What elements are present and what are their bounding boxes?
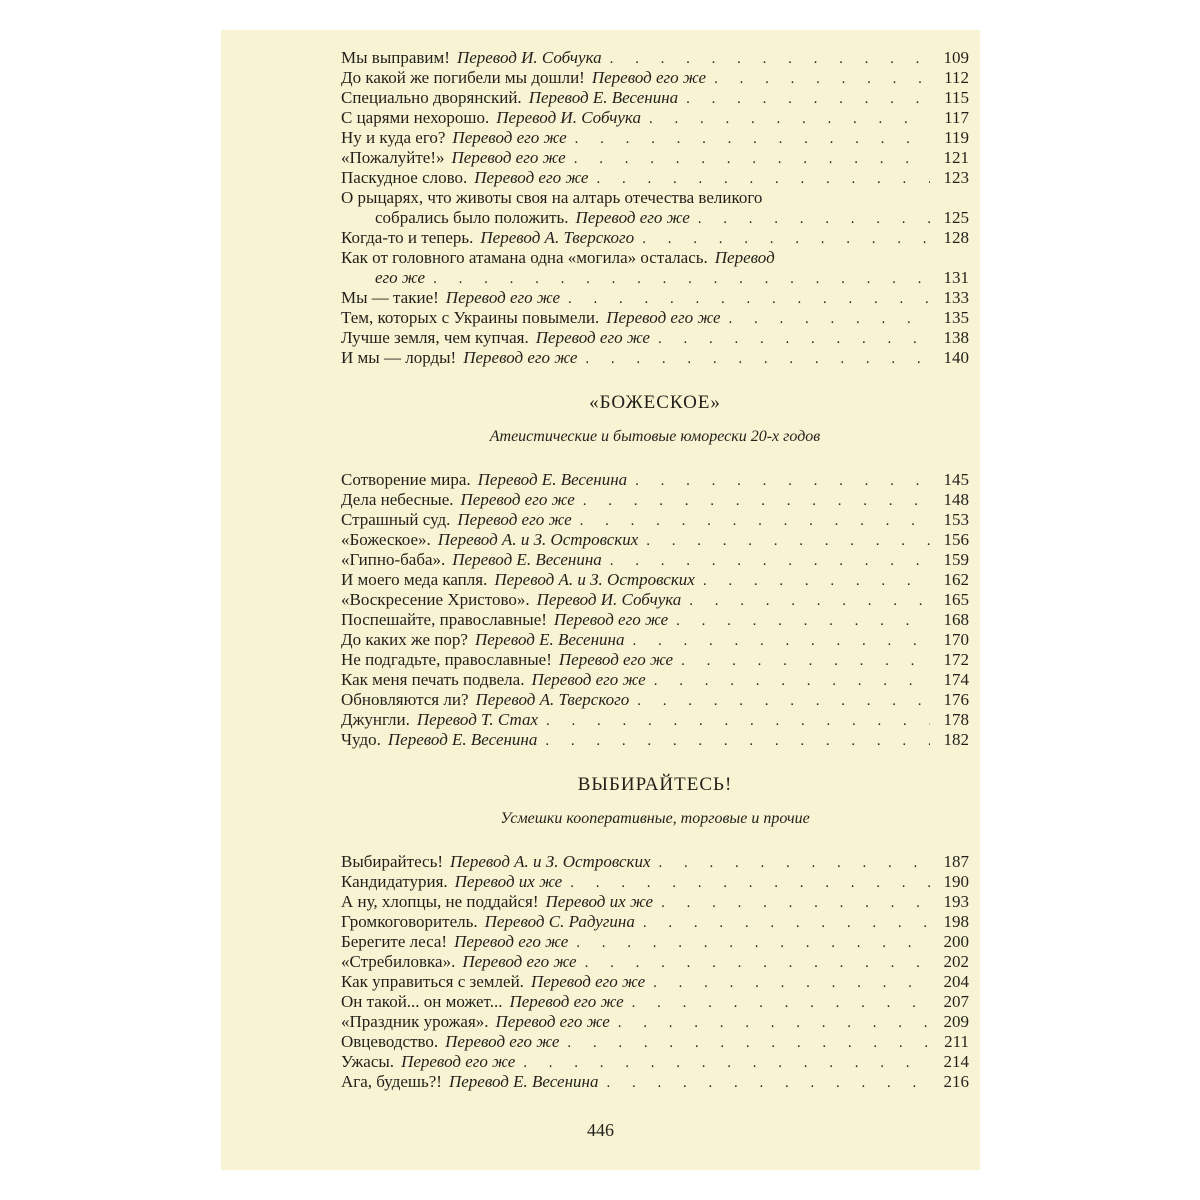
toc-list <box>341 48 969 368</box>
entry-page-number: 165 <box>943 590 969 609</box>
entry-page-number: 119 <box>944 128 969 147</box>
entry-credit: Перевод А. Тверского <box>480 228 635 247</box>
toc-entry <box>341 590 969 610</box>
dot-leader <box>610 49 930 69</box>
toc-entry <box>341 992 969 1012</box>
entry-page-number: 209 <box>943 1012 969 1031</box>
entry-credit: Перевод А. Тверского <box>475 690 630 709</box>
entry-credit: Перевод С. Радугина <box>484 912 635 931</box>
toc-entry <box>341 168 969 188</box>
entry-title: Тем, которых с Украины повымели. <box>341 308 600 327</box>
entry-title: С царями нехорошо. <box>341 108 490 127</box>
toc-entry <box>341 128 969 148</box>
toc-list <box>341 852 969 1092</box>
entry-credit: Перевод его же <box>451 148 566 167</box>
section-heading: «БОЖЕСКОЕ» <box>589 392 721 413</box>
entry-page-number: 123 <box>943 168 969 187</box>
toc-entry <box>341 610 969 630</box>
entry-credit: Перевод его же <box>531 670 646 689</box>
toc-entry <box>341 1072 969 1092</box>
dot-leader <box>567 1033 930 1053</box>
toc-entry <box>341 68 969 88</box>
entry-credit: Перевод его же <box>591 68 707 87</box>
entry-title: Чудо. <box>341 730 381 749</box>
toc-entry <box>341 550 969 570</box>
entry-page-number: 145 <box>943 470 969 489</box>
entry-page-number: 204 <box>943 972 969 991</box>
entry-title: Специально дворянский. <box>341 88 522 107</box>
entry-title: Поспешайте, православные! <box>341 610 547 629</box>
entry-credit: Перевод А. и З. Островских <box>437 530 639 549</box>
dot-leader <box>585 349 930 369</box>
entry-credit: Перевод его же <box>454 932 569 951</box>
toc-entry <box>341 510 969 530</box>
entry-credit: Перевод его же <box>463 348 578 367</box>
entry-page-number: 115 <box>944 88 969 107</box>
toc-entry <box>341 912 969 932</box>
dot-leader <box>676 611 930 631</box>
dot-leader <box>643 913 930 933</box>
toc-entry <box>341 530 969 550</box>
entry-credit: Перевод И. Собчука <box>536 590 682 609</box>
toc-entry <box>341 470 969 490</box>
dot-leader <box>661 893 930 913</box>
entry-title-continued: собрались было положить. <box>375 208 569 227</box>
entry-title: До каких же пор? <box>341 630 468 649</box>
toc-entry <box>341 88 969 108</box>
dot-leader <box>642 229 930 249</box>
toc-entry <box>341 188 969 228</box>
entry-page-number: 202 <box>943 952 969 971</box>
entry-title: Сотворение мира. <box>341 470 471 489</box>
entry-credit: Перевод Е. Весенина <box>477 470 628 489</box>
entry-page-number: 214 <box>943 1052 969 1071</box>
dot-leader <box>646 531 930 551</box>
toc-entry <box>341 710 969 730</box>
toc-entry <box>341 730 969 750</box>
dot-leader <box>649 109 930 129</box>
entry-page-number: 176 <box>943 690 969 709</box>
entry-page-number: 216 <box>943 1072 969 1091</box>
entry-title: Страшный суд. <box>341 510 451 529</box>
entry-page-number: 128 <box>943 228 969 247</box>
entry-page-number: 117 <box>944 108 969 127</box>
dot-leader <box>568 289 930 309</box>
entry-credit: Перевод Е. Весенина <box>528 88 679 107</box>
entry-credit: Перевод его же <box>606 308 721 327</box>
entry-title: Как управиться с землей. <box>341 972 524 991</box>
entry-credit: Перевод Е. Весенина <box>452 550 602 569</box>
entry-title: Джунгли. <box>341 710 410 729</box>
entry-page-number: 182 <box>943 730 969 749</box>
toc-entry <box>341 650 969 670</box>
dot-leader <box>632 993 930 1013</box>
dot-leader <box>698 209 930 229</box>
entry-credit: Перевод его же <box>495 1012 610 1031</box>
toc-entry <box>341 108 969 128</box>
toc-entry <box>341 248 969 288</box>
section-subheading: Усмешки кооперативные, торговые и прочие <box>500 810 810 827</box>
entry-title: И мы — лорды! <box>341 348 457 367</box>
entry-page-number: 109 <box>943 48 969 67</box>
dot-leader <box>703 571 930 591</box>
toc-entry <box>341 490 969 510</box>
entry-credit: Перевод его же <box>445 1032 560 1051</box>
entry-title: Как меня печать подвела. <box>341 670 525 689</box>
entry-title: «Божеское». <box>341 530 431 549</box>
entry-title: «Гипно-баба». <box>341 550 446 569</box>
entry-title: А ну, хлопцы, не поддайся! <box>341 892 539 911</box>
entry-page-number: 211 <box>944 1032 969 1051</box>
dot-leader <box>610 551 930 571</box>
entry-credit: Перевод его же <box>460 490 575 509</box>
dot-leader <box>596 169 930 189</box>
entry-credit: Перевод его же <box>558 650 674 669</box>
entry-page-number: 178 <box>943 710 969 729</box>
entry-credit: Перевод его же <box>452 128 567 147</box>
dot-leader <box>729 309 931 329</box>
entry-credit-continued: его же <box>375 268 426 287</box>
entry-title: Овцеводство. <box>341 1032 439 1051</box>
entry-title: Выбирайтесь! <box>341 852 444 871</box>
entry-page-number: 193 <box>943 892 969 911</box>
toc-list <box>341 470 969 750</box>
entry-title: Лучше земля, чем купчая. <box>341 328 529 347</box>
dot-leader <box>689 591 930 611</box>
toc-entry <box>341 348 969 368</box>
entry-page-number: 140 <box>943 348 969 367</box>
toc-entry <box>341 570 969 590</box>
entry-page-number: 112 <box>944 68 969 87</box>
dot-leader <box>606 1073 930 1093</box>
entry-title: Кандидатурия. <box>341 872 448 891</box>
toc-entry <box>341 1032 969 1052</box>
dot-leader <box>570 873 930 893</box>
entry-page-number: 190 <box>943 872 969 891</box>
entry-credit: Перевод его же <box>509 992 624 1011</box>
entry-title: «Пожалуйте!» <box>341 148 445 167</box>
toc-entry <box>341 630 969 650</box>
entry-title: «Воскресение Христово». <box>341 590 530 609</box>
dot-leader <box>635 471 930 491</box>
toc-entry <box>341 972 969 992</box>
entry-title: Не подгадьте, православные! <box>341 650 552 669</box>
entry-title: «Стребиловка». <box>341 952 456 971</box>
dot-leader <box>659 853 930 873</box>
entry-credit: Перевод его же <box>530 972 646 991</box>
section-heading: ВЫБИРАЙТЕСЬ! <box>577 774 733 795</box>
entry-credit: Перевод его же <box>535 328 650 347</box>
entry-credit: Перевод Е. Весенина <box>448 1072 599 1091</box>
entry-title: «Праздник урожая». <box>341 1012 489 1031</box>
toc-entry <box>341 1012 969 1032</box>
toc-entry <box>341 328 969 348</box>
entry-page-number: 133 <box>943 288 969 307</box>
dot-leader <box>523 1053 930 1073</box>
entry-credit: Перевод И. Собчука <box>496 108 641 127</box>
entry-credit: Перевод его же <box>462 952 577 971</box>
entry-title: Дела небесные. <box>341 490 454 509</box>
dot-leader <box>637 691 930 711</box>
entry-title: Как от головного атамана одна «могила» осталась. <box>341 248 708 267</box>
table-of-contents <box>341 48 969 1092</box>
entry-credit: Перевод его же <box>457 510 572 529</box>
entry-page-number: 125 <box>943 208 969 227</box>
toc-entry <box>341 148 969 168</box>
toc-entry <box>341 670 969 690</box>
dot-leader <box>654 671 930 691</box>
entry-page-number: 200 <box>943 932 969 951</box>
entry-page-number: 172 <box>943 650 969 669</box>
dot-leader <box>686 89 930 109</box>
dot-leader <box>545 731 930 751</box>
dot-leader <box>714 69 930 89</box>
entry-page-number: 207 <box>943 992 969 1011</box>
entry-page-number: 156 <box>943 530 969 549</box>
entry-page-number: 121 <box>943 148 969 167</box>
dot-leader <box>576 933 930 953</box>
entry-title: Паскудное слово. <box>341 168 468 187</box>
entry-credit: Перевод его же <box>474 168 589 187</box>
entry-title: До какой же погибели мы дошли! <box>341 68 585 87</box>
dot-leader <box>433 269 930 289</box>
entry-page-number: 131 <box>943 268 969 287</box>
toc-entry <box>341 690 969 710</box>
dot-leader <box>583 491 930 511</box>
dot-leader <box>658 329 930 349</box>
entry-credit: Перевод его же <box>553 610 669 629</box>
entry-credit: Перевод <box>714 248 775 267</box>
book-page <box>221 30 980 1170</box>
page-number: 446 <box>587 1120 614 1140</box>
toc-entry <box>341 288 969 308</box>
entry-title: Он такой... он может... <box>341 992 503 1011</box>
entry-page-number: 170 <box>943 630 969 649</box>
dot-leader <box>632 631 930 651</box>
entry-credit: Перевод его же <box>401 1052 516 1071</box>
entry-title: И моего меда капля. <box>341 570 488 589</box>
entry-credit: Перевод И. Собчука <box>456 48 602 67</box>
entry-title: Обновляются ли? <box>341 690 469 709</box>
toc-entry <box>341 952 969 972</box>
entry-title: Когда-то и теперь. <box>341 228 474 247</box>
toc-entry <box>341 308 969 328</box>
entry-credit: Перевод Т. Стах <box>416 710 539 729</box>
entry-credit: Перевод А. и З. Островских <box>494 570 695 589</box>
entry-page-number: 135 <box>943 308 969 327</box>
entry-credit: Перевод Е. Весенина <box>474 630 625 649</box>
dot-leader <box>546 711 930 731</box>
entry-page-number: 148 <box>943 490 969 509</box>
entry-credit: Перевод их же <box>454 872 563 891</box>
entry-page-number: 198 <box>943 912 969 931</box>
entry-title: О рыцарях, что животы своя на алтарь отечества великого <box>341 188 763 207</box>
toc-entry <box>341 932 969 952</box>
entry-title: Мы выправим! <box>341 48 450 67</box>
entry-title: Ага, будешь?! <box>341 1072 442 1091</box>
toc-entry <box>341 48 969 68</box>
dot-leader <box>574 149 930 169</box>
toc-entry <box>341 872 969 892</box>
entry-page-number: 159 <box>943 550 969 569</box>
entry-title: Мы — такие! <box>341 288 439 307</box>
entry-page-number: 174 <box>943 670 969 689</box>
entry-credit: Перевод его же <box>575 208 690 227</box>
dot-leader <box>653 973 930 993</box>
dot-leader <box>575 129 930 149</box>
toc-entry <box>341 1052 969 1072</box>
entry-page-number: 162 <box>943 570 969 589</box>
entry-title: Ужасы. <box>341 1052 395 1071</box>
entry-page-number: 138 <box>943 328 969 347</box>
dot-leader <box>585 953 930 973</box>
entry-credit: Перевод их же <box>545 892 654 911</box>
section-subheading: Атеистические и бытовые юморески 20-х годов <box>489 428 821 445</box>
entry-title: Ну и куда его? <box>341 128 446 147</box>
entry-title: Громкоговоритель. <box>341 912 478 931</box>
entry-credit: Перевод его же <box>445 288 561 307</box>
toc-entry <box>341 892 969 912</box>
entry-page-number: 187 <box>943 852 969 871</box>
entry-credit: Перевод А. и З. Островских <box>450 852 651 871</box>
toc-entry <box>341 228 969 248</box>
entry-title: Берегите леса! <box>341 932 448 951</box>
dot-leader <box>618 1013 930 1033</box>
toc-entry <box>341 852 969 872</box>
entry-credit: Перевод Е. Весенина <box>387 730 538 749</box>
entry-page-number: 153 <box>943 510 969 529</box>
dot-leader <box>681 651 930 671</box>
dot-leader <box>580 511 930 531</box>
entry-page-number: 168 <box>943 610 969 629</box>
